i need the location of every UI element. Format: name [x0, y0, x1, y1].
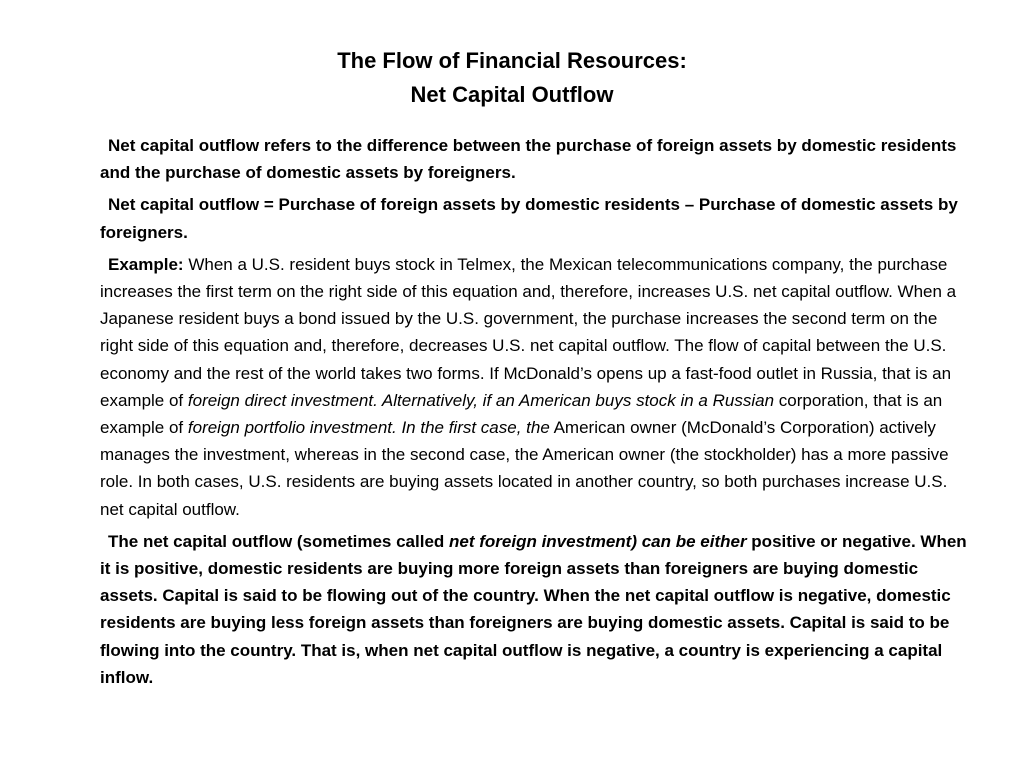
- slide-body: [100, 132, 968, 696]
- definition-paragraph: Net capital outflow refers to the difference between the purchase of foreign assets by domestic residents and the purchase of domestic assets by foreigners.: [100, 136, 957, 183]
- equation-paragraph: Net capital outflow = Purchase of foreign assets by domestic residents – Purchase of domestic assets by foreigners.: [100, 195, 958, 242]
- example-label: Example:: [108, 254, 184, 274]
- example-paragraph: [100, 251, 968, 523]
- title-line-1: The Flow of Financial Resources:: [337, 48, 687, 73]
- sign-italic: net foreign investment) can be either: [449, 531, 747, 551]
- sign-text-2: positive or negative. When it is positive, domestic residents are buying more foreign assets than foreigners are buying domestic assets. Capital is said to be flowing out of the country. When the net capital outflow is negative, domestic residents are buying less foreign assets than foreigners are buying domestic assets. Capital is said to be flowing into the country. That is, when net capital outflow is negative, a country is experiencing a capital inflow.: [100, 531, 967, 687]
- example-italic-1: foreign direct investment. Alternatively, if an American buys stock in a Russian: [187, 390, 775, 410]
- example-text-1: When a U.S. resident buys stock in Telmex, the Mexican telecommunications company, the purchase increases the first term on the right side of this equation and, therefore, increases U.S. net capital outflow. When a Japanese resident buys a bond issued by the U.S. government, the purchase increases the second term on the right side of this equation and, therefore, decreases U.S. net capital outflow. The flow of capital between the U.S. economy and the rest of the world takes two forms. If McDonald’s opens up a fast-food outlet in Russia, that is an example of: [100, 254, 957, 410]
- title-line-2: Net Capital Outflow: [410, 82, 614, 107]
- sign-paragraph: [100, 528, 968, 691]
- example-italic-2: foreign portfolio investment. In the first case, the: [187, 418, 550, 438]
- sign-text-1: The net capital outflow (sometimes called: [108, 531, 450, 551]
- example-text-2: corporation, that is an example of: [100, 390, 943, 438]
- slide-title: [0, 44, 1024, 112]
- example-text-3: American owner (McDonald’s Corporation) actively manages the investment, whereas in the second case, the American owner (the stockholder) has a more passive role. In both cases, U.S. residents are buying assets located in another country, so both purchases increase U.S. net capital outflow.: [100, 418, 949, 519]
